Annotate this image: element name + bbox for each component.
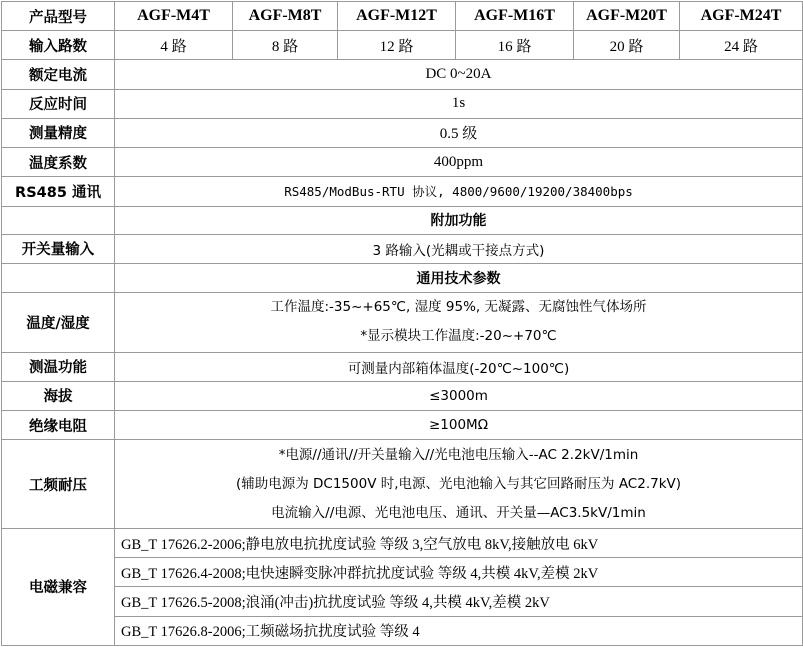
- input-channels-row: [2, 31, 803, 60]
- rs485-row: [2, 177, 803, 206]
- emc-row: [2, 587, 803, 616]
- insulation-label: 绝缘电阻: [2, 411, 115, 440]
- withstand-line: 电流输入//电源、光电池电压、通讯、开关量—AC3.5kV/1min: [271, 504, 646, 521]
- emc-standard-line: GB_T 17626.2-2006;静电放电抗扰度试验 等级 3,空气放电 8kV,接触放电 6kV: [115, 528, 803, 557]
- temp-coefficient-label: 温度系数: [2, 148, 115, 177]
- response-time-row: [2, 89, 803, 118]
- general-section-row: [2, 263, 803, 292]
- temp-humidity-value: [115, 293, 803, 352]
- switch-input-row: [2, 234, 803, 263]
- model-name: AGF-M20T: [574, 2, 680, 31]
- emc-standard-line: GB_T 17626.8-2006;工频磁场抗扰度试验 等级 4: [115, 616, 803, 645]
- additional-section-title: 附加功能: [115, 206, 803, 234]
- input-channel-count: 16 路: [456, 31, 574, 60]
- product-model-label: 产品型号: [2, 2, 115, 31]
- altitude-label: 海拔: [2, 381, 115, 410]
- temp-coefficient-value: 400ppm: [115, 148, 803, 177]
- input-channel-count: 24 路: [680, 31, 803, 60]
- model-name: AGF-M24T: [680, 2, 803, 31]
- rated-current-label: 额定电流: [2, 60, 115, 89]
- general-section-title: 通用技术参数: [115, 263, 803, 292]
- input-channel-count: 20 路: [574, 31, 680, 60]
- rs485-label: RS485 通讯: [2, 177, 115, 206]
- temp-humidity-label: 温度/湿度: [2, 293, 115, 352]
- section-blank-cell: [2, 206, 115, 234]
- model-header-row: [2, 2, 803, 31]
- altitude-row: [2, 381, 803, 410]
- withstand-line: (辅助电源为 DC1500V 时,电源、光电池输入与其它回路耐压为 AC2.7kV): [235, 475, 682, 492]
- temp-coefficient-row: [2, 148, 803, 177]
- altitude-value: ≤3000m: [115, 381, 803, 410]
- emc-row: [2, 616, 803, 645]
- spec-table: [1, 1, 803, 646]
- section-blank-cell: [2, 263, 115, 292]
- emc-row: [2, 558, 803, 587]
- temp-humidity-row: [2, 293, 803, 352]
- accuracy-row: [2, 118, 803, 147]
- input-channel-count: 8 路: [233, 31, 338, 60]
- emc-row: [2, 528, 803, 557]
- withstand-line: *电源//通讯//开关量输入//光电池电压输入--AC 2.2kV/1min: [278, 446, 639, 463]
- additional-section-row: [2, 206, 803, 234]
- model-name: AGF-M12T: [338, 2, 456, 31]
- emc-standard-line: GB_T 17626.5-2008;浪涌(冲击)抗扰度试验 等级 4,共模 4kV,差模 2kV: [115, 587, 803, 616]
- temp-measure-value: 可测量内部箱体温度(-20℃~100℃): [115, 352, 803, 381]
- model-name: AGF-M8T: [233, 2, 338, 31]
- switch-input-label: 开关量输入: [2, 234, 115, 263]
- insulation-row: [2, 411, 803, 440]
- rs485-value: RS485/ModBus-RTU 协议, 4800/9600/19200/38400bps: [115, 177, 803, 206]
- emc-label: 电磁兼容: [2, 528, 115, 645]
- rated-current-row: [2, 60, 803, 89]
- temp-measure-label: 测温功能: [2, 352, 115, 381]
- temp-humidity-line: *显示模块工作温度:-20~+70℃: [360, 328, 557, 345]
- input-channels-label: 输入路数: [2, 31, 115, 60]
- temp-humidity-line: 工作温度:-35~+65℃, 湿度 95%, 无凝露、无腐蚀性气体场所: [270, 299, 647, 316]
- rated-current-value: DC 0~20A: [115, 60, 803, 89]
- response-time-label: 反应时间: [2, 89, 115, 118]
- model-name: AGF-M4T: [115, 2, 233, 31]
- withstand-value: [115, 440, 803, 529]
- withstand-label: 工频耐压: [2, 440, 115, 529]
- response-time-value: 1s: [115, 89, 803, 118]
- input-channel-count: 4 路: [115, 31, 233, 60]
- model-name: AGF-M16T: [456, 2, 574, 31]
- accuracy-label: 测量精度: [2, 118, 115, 147]
- switch-input-value: 3 路输入(光耦或干接点方式): [115, 234, 803, 263]
- emc-standard-line: GB_T 17626.4-2008;电快速瞬变脉冲群抗扰度试验 等级 4,共模 4kV,差模 2kV: [115, 558, 803, 587]
- temp-measure-row: [2, 352, 803, 381]
- accuracy-value: 0.5 级: [115, 118, 803, 147]
- insulation-value: ≥100MΩ: [115, 411, 803, 440]
- input-channel-count: 12 路: [338, 31, 456, 60]
- withstand-row: [2, 440, 803, 529]
